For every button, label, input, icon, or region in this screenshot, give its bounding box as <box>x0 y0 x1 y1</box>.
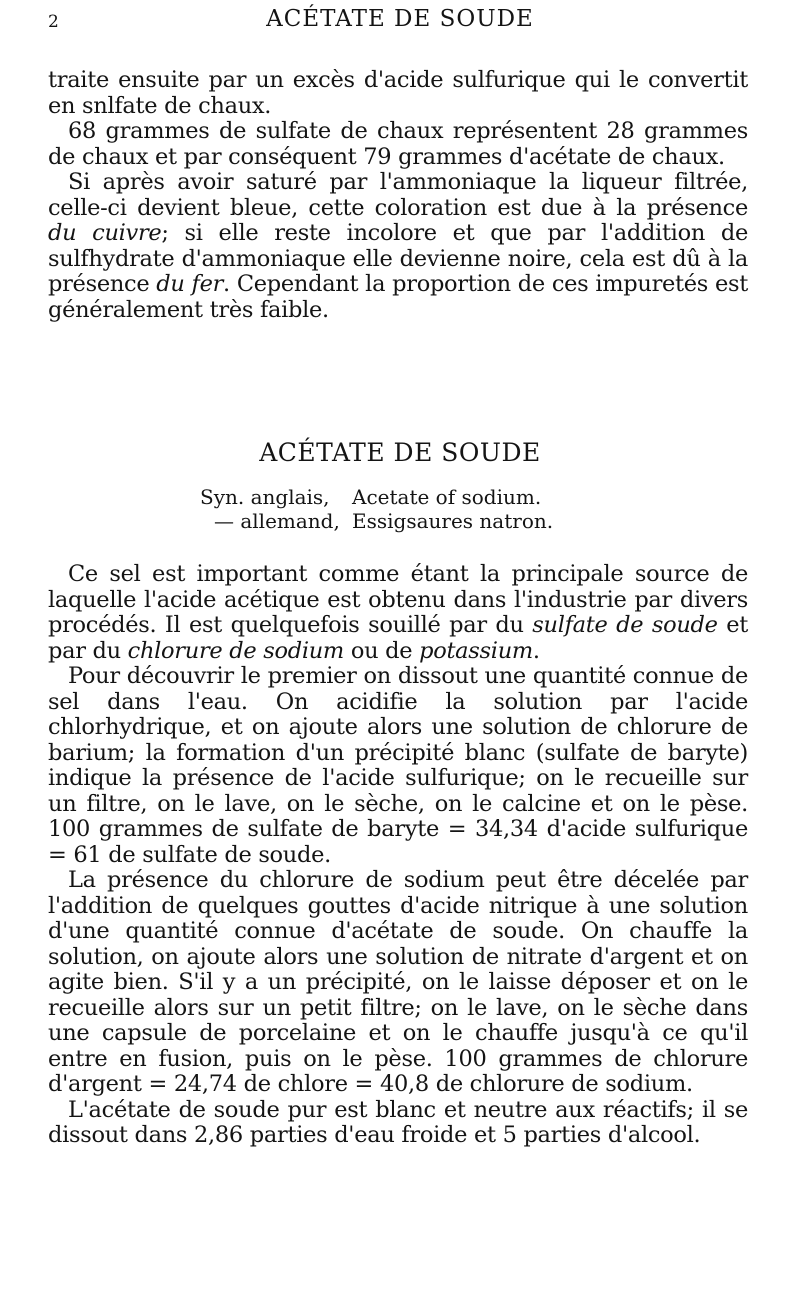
synonym-language: Syn. anglais, <box>200 485 330 509</box>
text-run: Ce sel est important comme étant la principale source de laquelle l'acide acétique est obtenu dans l'industrie par divers procédés. Il est quelquefois souillé par du <box>48 561 748 638</box>
paragraph-body-2 <box>48 664 748 868</box>
text-run: La présence du chlorure de sodium peut être décelée par l'addition de quelques gouttes d'acide nitrique à une solution d'une quantité connue d'acétate de soude. On chauffe la solution, on ajoute alors une solution de nitrate d'argent et on agite bien. S'il y a un précipité, on le laisse déposer et on le recueille alors sur un petit filtre; on le lave, on le sèche dans une capsule de porcelaine et on le chauffe jusqu'à ce qu'il entre en fusion, puis on le pèse. 100 grammes de chlorure d'argent = 24,74 de chlore = 40,8 de chlorure de sodium. <box>48 867 748 1097</box>
text-run: . Cependant la proportion de ces impuretés est généralement très faible. <box>48 271 748 323</box>
synonym-term: Essigsaures natron. <box>352 509 554 533</box>
paragraph-body-3 <box>48 868 748 1098</box>
text-run: ; si elle reste incolore et que par l'addition de sulfhydrate d'ammoniaque elle devienne noire, cela est dû à la présence <box>48 220 748 297</box>
text-run: Pour découvrir le premier on dissout une quantité connue de sel dans l'eau. On acidifie la solution par l'acide chlorhydrique, et on ajoute alors une solution de chlorure de barium; la formation d'un précipité blanc (sulfate de baryte) indique la présence de l'acide sulfurique; on le recueille sur un filtre, on le lave, on le sèche, on le calcine et on le pèse. 100 grammes de sulfate de baryte = 34,34 d'acide sulfurique = 61 de sulfate de soude. <box>48 663 748 868</box>
running-title: ACÉTATE DE SOUDE <box>266 6 534 32</box>
text-run: ou de <box>343 637 420 664</box>
text-run: et par du <box>48 612 749 664</box>
paragraph-body-1 <box>48 562 748 664</box>
intro-text <box>48 68 748 323</box>
text-run: 68 grammes de sulfate de chaux représentent 28 grammes de chaux et par conséquent 79 grammes d'acétate de chaux. <box>48 118 748 170</box>
section-title: ACÉTATE DE SOUDE <box>259 438 541 467</box>
paragraph-body-4 <box>48 1098 748 1149</box>
paragraph-intro-1 <box>48 68 748 119</box>
paragraph-intro-2 <box>48 119 748 170</box>
body-text <box>48 562 748 1149</box>
page-number: 2 <box>48 12 59 32</box>
italic-term: chlorure de sodium <box>127 637 344 664</box>
text-run: traite ensuite par un excès d'acide sulfurique qui le convertit en snlfate de chaux. <box>48 67 748 119</box>
text-run: Si après avoir saturé par l'ammoniaque la liqueur filtrée, celle-ci devient bleue, cette coloration est due à la présence <box>48 169 748 221</box>
paragraph-intro-3 <box>48 170 748 323</box>
synonym-term: Acetate of sodium. <box>352 485 542 509</box>
synonyms <box>200 485 553 533</box>
synonym-language: — allemand, <box>214 509 340 533</box>
italic-term: du cuivre <box>48 220 162 246</box>
italic-term: sulfate de soude <box>532 612 718 638</box>
synonym-english <box>200 485 553 509</box>
text-run: . <box>532 637 540 664</box>
italic-term: du fer <box>156 271 224 297</box>
synonym-german <box>200 509 553 533</box>
italic-term: potassium <box>419 637 533 664</box>
text-run: L'acétate de soude pur est blanc et neutre aux réactifs; il se dissout dans 2,86 parties d'eau froide et 5 parties d'alcool. <box>48 1096 748 1148</box>
